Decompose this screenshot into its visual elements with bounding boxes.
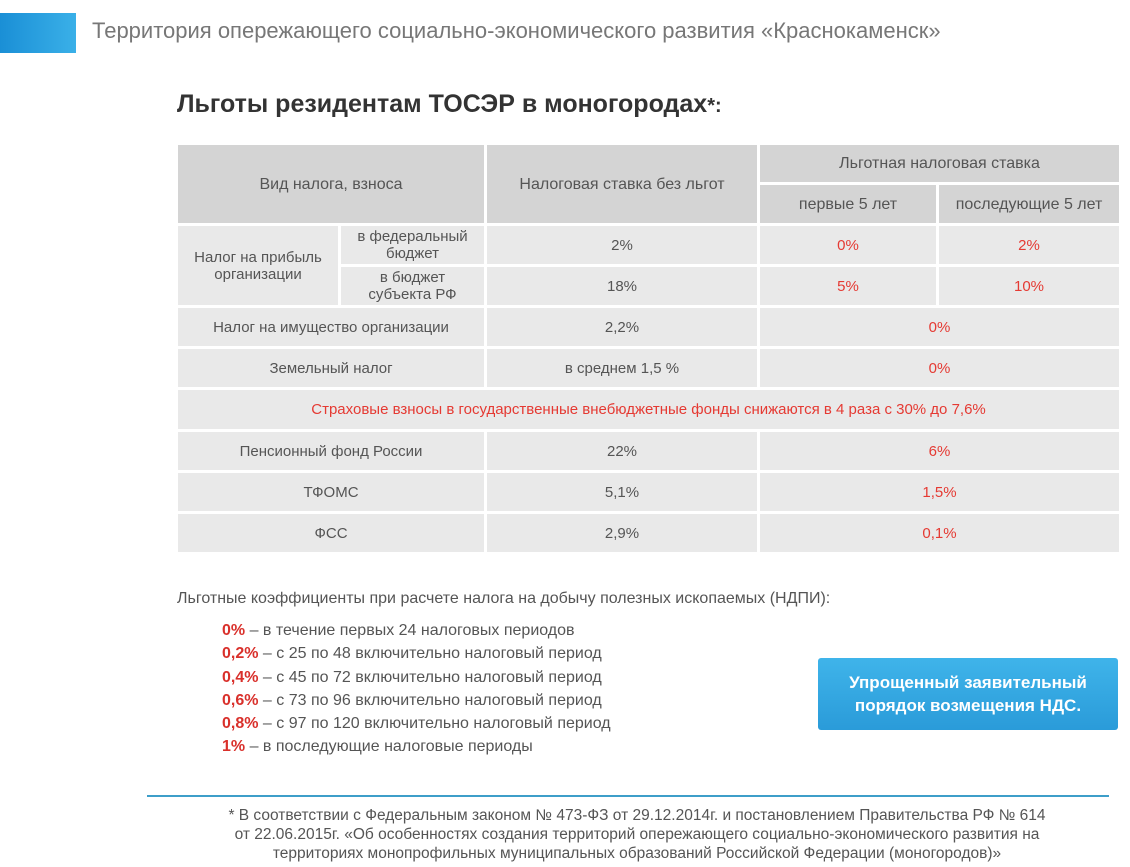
list-item xyxy=(222,712,611,735)
header-accent-bar xyxy=(0,13,76,53)
fss-label: ФСС xyxy=(178,514,484,552)
table-row xyxy=(178,514,1119,552)
list-item xyxy=(222,619,611,642)
land-tax-preferential: 0% xyxy=(760,349,1119,387)
ndpi-pct: 0,6% xyxy=(222,691,259,709)
list-item xyxy=(222,642,611,665)
profit-tax-label: Налог на прибыль организации xyxy=(178,226,338,305)
ndpi-pct: 0% xyxy=(222,622,246,639)
list-item xyxy=(222,689,611,712)
ndpi-text: – в последующие налоговые периоды xyxy=(245,738,533,756)
ndpi-pct: 0,2% xyxy=(222,645,259,663)
property-tax-label: Налог на имущество организации xyxy=(178,308,484,346)
ndpi-text: – с 45 по 72 включительно налоговый период xyxy=(258,668,602,686)
profit-tax-regional-label: в бюджет субъекта РФ xyxy=(341,267,484,305)
ndpi-pct: 0,8% xyxy=(222,715,259,733)
footnote-line: территориях монопрофильных муниципальных образований Российской Федерации (моногородов)» xyxy=(272,845,1002,862)
list-item xyxy=(222,666,611,689)
profit-tax-federal-next5: 2% xyxy=(939,226,1119,264)
profit-tax-regional-next5: 10% xyxy=(939,267,1119,305)
tfoms-label: ТФОМС xyxy=(178,473,484,511)
page-header-title: Территория опережающего социально-экономического развития «Краснокаменск» xyxy=(92,18,941,43)
footnote-divider xyxy=(147,795,1109,797)
tfoms-preferential: 1,5% xyxy=(760,473,1119,511)
ndpi-pct: 1% xyxy=(222,738,246,756)
header-tax-type: Вид налога, взноса xyxy=(178,145,484,223)
table-row xyxy=(178,349,1119,387)
header-base-rate: Налоговая ставка без льгот xyxy=(487,145,757,223)
ndpi-text: – с 97 по 120 включительно налоговый период xyxy=(258,715,611,733)
pension-fund-base: 22% xyxy=(487,432,757,470)
profit-tax-regional-first5: 5% xyxy=(760,267,936,305)
land-tax-label: Земельный налог xyxy=(178,349,484,387)
vat-refund-button[interactable] xyxy=(818,658,1118,730)
ndpi-text: – в течение первых 24 налоговых периодов xyxy=(245,622,575,639)
ndpi-intro: Льготные коэффициенты при расчете налога на добычу полезных ископаемых (НДПИ): xyxy=(177,590,831,607)
table-row xyxy=(178,226,1119,264)
profit-tax-regional-base: 18% xyxy=(487,267,757,305)
section-title xyxy=(177,90,722,119)
tfoms-base: 5,1% xyxy=(487,473,757,511)
ndpi-text: – с 73 по 96 включительно налоговый период xyxy=(258,691,602,709)
vat-button-line1: Упрощенный заявительный xyxy=(849,673,1087,692)
pension-fund-preferential: 6% xyxy=(760,432,1119,470)
list-item xyxy=(222,735,611,758)
fss-preferential: 0,1% xyxy=(760,514,1119,552)
table-row xyxy=(178,308,1119,346)
profit-tax-federal-label: в федеральный бюджет xyxy=(341,226,484,264)
vat-button-line2: порядок возмещения НДС. xyxy=(854,696,1082,715)
section-title-star: *: xyxy=(707,95,722,117)
pension-fund-label: Пенсионный фонд России xyxy=(178,432,484,470)
ndpi-coefficients-list xyxy=(222,619,611,759)
benefits-table xyxy=(175,142,1122,555)
header-preferential-rate: Льготная налоговая ставка xyxy=(760,145,1119,182)
header-next-5-years: последующие 5 лет xyxy=(939,185,1119,223)
footnote-line: от 22.06.2015г. «Об особенностях создания территорий опережающего социально-экономического развития на xyxy=(234,826,1040,843)
profit-tax-federal-base: 2% xyxy=(487,226,757,264)
section-title-text: Льготы резидентам ТОСЭР в моногородах xyxy=(177,90,708,118)
header-first-5-years: первые 5 лет xyxy=(760,185,936,223)
land-tax-base: в среднем 1,5 % xyxy=(487,349,757,387)
footnote xyxy=(172,806,1102,863)
fss-base: 2,9% xyxy=(487,514,757,552)
footnote-line: * В соответствии с Федеральным законом № 473-ФЗ от 29.12.2014г. и постановлением Правительства РФ № 614 xyxy=(228,807,1046,824)
table-row xyxy=(178,432,1119,470)
profit-tax-federal-first5: 0% xyxy=(760,226,936,264)
ndpi-text: – с 25 по 48 включительно налоговый период xyxy=(258,645,602,663)
property-tax-base: 2,2% xyxy=(487,308,757,346)
table-row xyxy=(178,390,1119,429)
ndpi-pct: 0,4% xyxy=(222,668,259,686)
table-row xyxy=(178,473,1119,511)
insurance-contributions-note: Страховые взносы в государственные внебюджетные фонды снижаются в 4 раза с 30% до 7,6% xyxy=(178,390,1119,429)
property-tax-preferential: 0% xyxy=(760,308,1119,346)
